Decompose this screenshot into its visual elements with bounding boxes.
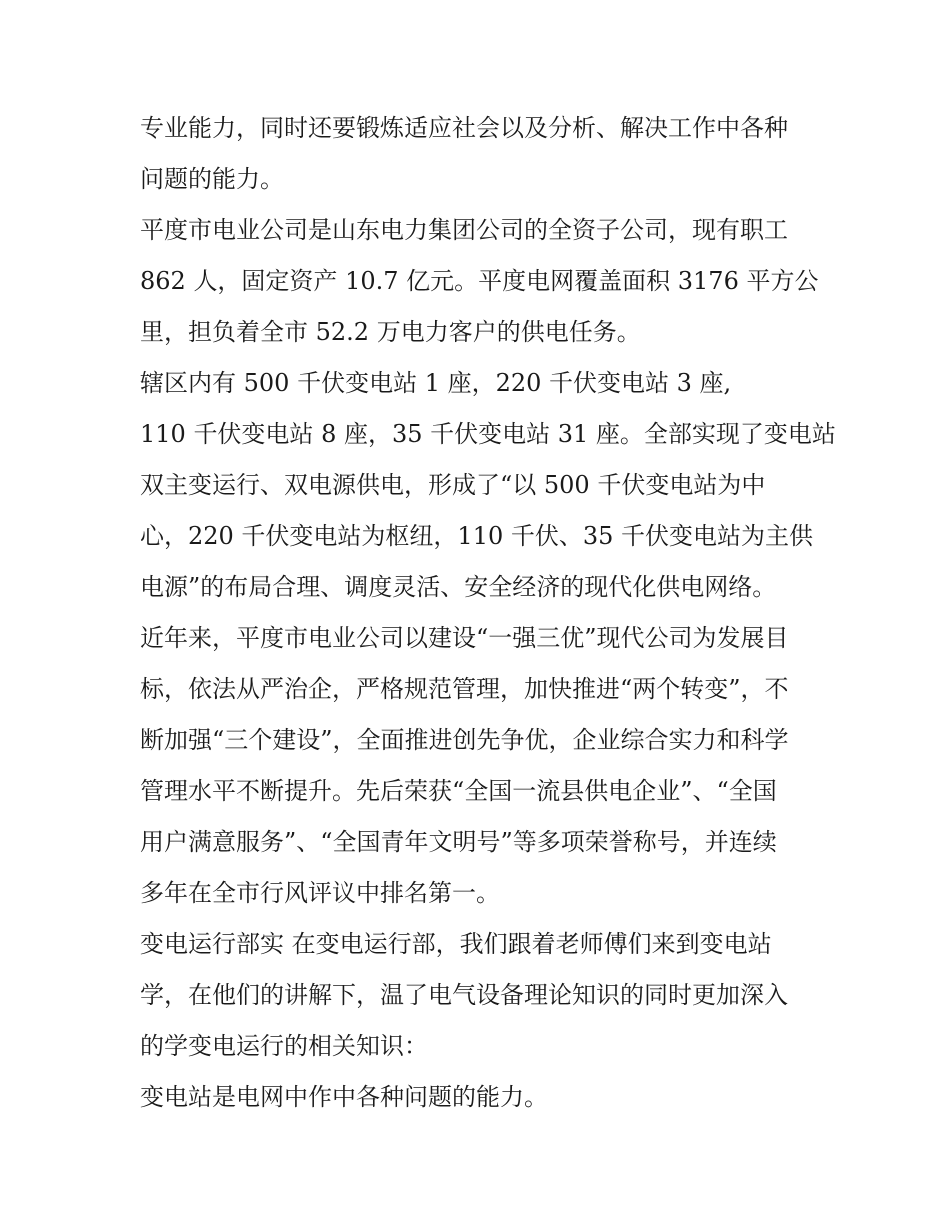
text-line-6: 辖区内有 500 千伏变电站 1 座，220 千伏变电站 3 座, [140, 369, 732, 397]
text-line-7: 110 千伏变电站 8 座，35 千伏变电站 31 座。全部实现了变电站 [140, 420, 836, 448]
text-line-12: 标，依法从严治企，严格规范管理，加快推进“两个转变”，不 [140, 675, 789, 703]
text-line-13: 断加强“三个建设”，全面推进创先争优，企业综合实力和科学 [140, 726, 789, 754]
text-line-20: 变电站是电网中作中各种问题的能力。 [140, 1083, 548, 1111]
text-line-18: 学，在他们的讲解下，温了电气设备理论知识的同时更加深入 [140, 981, 788, 1009]
text-line-9: 心，220 千伏变电站为枢纽，110 千伏、35 千伏变电站为主供 [140, 522, 814, 550]
text-line-17: 变电运行部实 在变电运行部，我们跟着老师傅们来到变电站 [140, 930, 772, 958]
text-line-4: 862 人，固定资产 10.7 亿元。平度电网覆盖面积 3176 平方公 [140, 267, 819, 295]
text-line-5: 里，担负着全市 52.2 万电力客户的供电任务。 [140, 318, 641, 346]
text-line-3: 平度市电业公司是山东电力集团公司的全资子公司，现有职工 [140, 216, 788, 244]
text-line-11: 近年来，平度市电业公司以建设“一强三优”现代公司为发展目 [140, 624, 789, 652]
text-line-2: 问题的能力。 [140, 165, 284, 193]
text-line-10: 电源”的布局合理、调度灵活、安全经济的现代化供电网络。 [140, 573, 777, 601]
text-line-14: 管理水平不断提升。先后荣获“全国一流县供电企业”、“全国 [140, 777, 777, 805]
text-line-15: 用户满意服务”、“全国青年文明号”等多项荣誉称号，并连续 [140, 828, 777, 856]
text-line-16: 多年在全市行风评议中排名第一。 [140, 879, 500, 907]
text-line-19: 的学变电运行的相关知识： [140, 1032, 428, 1060]
text-line-1: 专业能力，同时还要锻炼适应社会以及分析、解决工作中各种 [140, 114, 788, 142]
text-line-8: 双主变运行、双电源供电，形成了“以 500 千伏变电站为中 [140, 471, 766, 499]
body-text [140, 103, 836, 1123]
